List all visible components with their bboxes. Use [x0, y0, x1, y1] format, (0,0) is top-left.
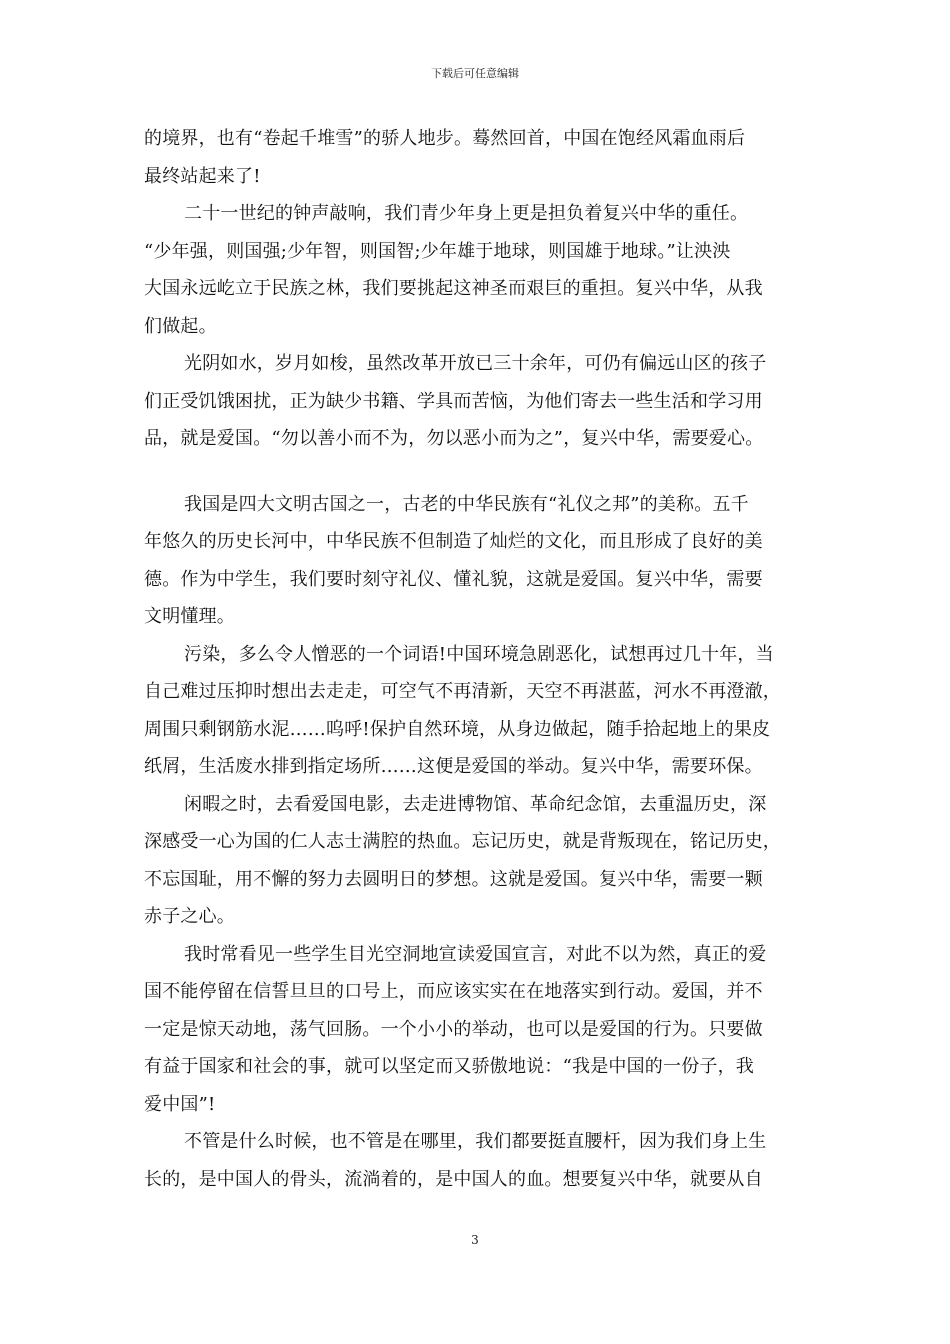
paragraph	[144, 936, 834, 1124]
paragraph	[144, 786, 834, 936]
text-line: 赤子之心。	[144, 906, 235, 927]
text-line: 大国永远屹立于民族之林，我们要挑起这神圣而艰巨的重担。复兴中华，从我	[144, 278, 763, 299]
text-line: 一定是惊天动地，荡气回肠。一个小小的举动，也可以是爱国的行为。只要做	[144, 1018, 763, 1040]
paragraph	[144, 486, 834, 636]
text-line: 二十一世纪的钟声敲响，我们青少年身上更是担负着复兴中华的重任。	[184, 203, 749, 224]
text-line: 们正受饥饿困扰，正为缺少书籍、学具而苦恼，为他们寄去一些生活和学习用	[144, 390, 763, 412]
text-line: 我时常看见一些学生目光空洞地宣读爱国宣言，对此不以为然，真正的爱	[184, 943, 767, 965]
text-line: 不忘国耻，用不懈的努力去圆明日的梦想。这就是爱国。复兴中华，需要一颗	[144, 868, 763, 890]
text-line: 污染，多么令人憎恶的一个词语!中国环境急剧恶化，试想再过几十年，当	[184, 643, 774, 665]
text-line: 国不能停留在信誓旦旦的口号上，而应该实实在在地落实到行动。爱国，并不	[144, 981, 763, 1002]
text-line: 周围只剩钢筋水泥……呜呼!保护自然环境，从身边做起，随手拾起地上的果皮	[144, 718, 771, 740]
paragraph	[144, 345, 834, 458]
text-line: 们做起。	[144, 315, 217, 337]
text-line: 德。作为中学生，我们要时刻守礼仪、懂礼貌，这就是爱国。复兴中华，需要	[144, 568, 763, 590]
page-header: 下载后可任意编辑	[431, 67, 519, 80]
text-line: 有益于国家和社会的事，就可以坚定而又骄傲地说：“我是中国的一份子，我	[144, 1056, 754, 1077]
text-line: “少年强，则国强;少年智，则国智;少年雄于地球，则国雄于地球。”让泱泱	[144, 240, 731, 262]
paragraph	[144, 636, 834, 786]
text-line: 长的，是中国人的骨头，流淌着的，是中国人的血。想要复兴中华，就要从自	[144, 1168, 763, 1190]
text-line: 品，就是爱国。“勿以善小而不为，勿以恶小而为之”，复兴中华，需要爱心。	[144, 428, 764, 449]
text-line: 纸屑，生活废水排到指定场所……这便是爱国的举动。复兴中华，需要环保。	[144, 756, 763, 777]
paragraph	[144, 1123, 834, 1198]
paragraph	[144, 120, 834, 195]
text-line: 光阴如水，岁月如梭，虽然改革开放已三十余年，可仍有偏远山区的孩子	[184, 353, 767, 374]
page-number: 3	[471, 1233, 479, 1247]
paragraph-spacer	[144, 458, 834, 486]
text-line: 的境界，也有“卷起千堆雪”的骄人地步。蓦然回首，中国在饱经风霜血雨后	[144, 128, 746, 149]
text-line: 我国是四大文明古国之一，古老的中华民族有“礼仪之邦”的美称。五千	[184, 493, 749, 515]
document-body	[144, 120, 834, 1198]
text-line: 文明懂理。	[144, 606, 235, 627]
text-line: 闲暇之时，去看爱国电影，去走进博物馆、革命纪念馆，去重温历史，深	[184, 793, 767, 815]
text-line: 不管是什么时候，也不管是在哪里，我们都要挺直腰杆，因为我们身上生	[184, 1131, 767, 1152]
text-line: 年悠久的历史长河中，中华民族不但制造了灿烂的文化，而且形成了良好的美	[144, 531, 763, 552]
text-line: 自己难过压抑时想出去走走，可空气不再清新，天空不再湛蓝，河水不再澄澈，	[144, 681, 781, 702]
text-line: 深感受一心为国的仁人志士满腔的热血。忘记历史，就是背叛现在，铭记历史，	[144, 831, 781, 852]
paragraph	[144, 195, 834, 345]
text-line: 爱中国”!	[144, 1093, 216, 1115]
text-line: 最终站起来了!	[144, 165, 261, 187]
